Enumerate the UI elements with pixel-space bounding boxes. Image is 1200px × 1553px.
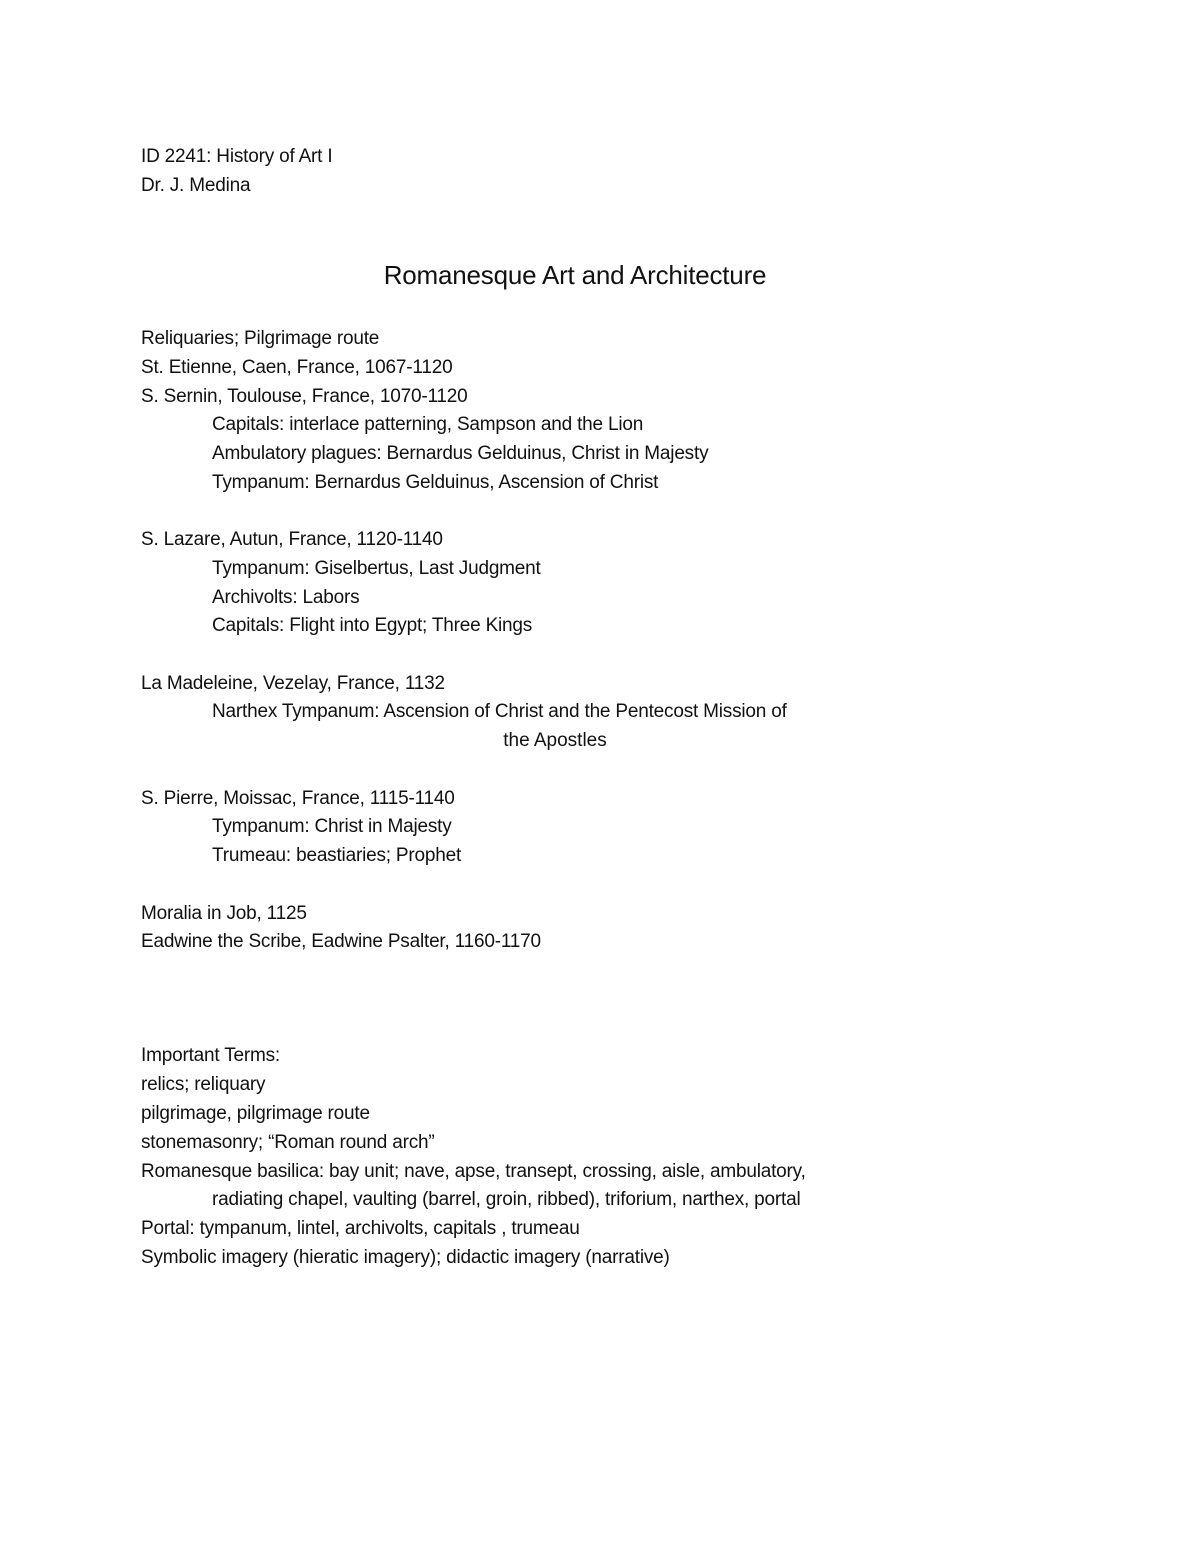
term-line: Symbolic imagery (hieratic imagery); didactic imagery (narrative) (141, 1247, 670, 1268)
term-line: pilgrimage, pilgrimage route (141, 1103, 370, 1124)
term-line: Romanesque basilica: bay unit; nave, apse, transept, crossing, aisle, ambulatory, (141, 1161, 806, 1182)
work-line: La Madeleine, Vezelay, France, 1132 (141, 673, 445, 694)
work-subline: Tympanum: Giselbertus, Last Judgment (212, 558, 541, 579)
term-line-continuation: radiating chapel, vaulting (barrel, groin, ribbed), triforium, narthex, portal (212, 1189, 801, 1210)
work-subline: Narthex Tympanum: Ascension of Christ and the Pentecost Mission of (212, 701, 787, 722)
work-subline: Capitals: Flight into Egypt; Three Kings (212, 615, 533, 636)
work-subline: Capitals: interlace patterning, Sampson and the Lion (212, 414, 644, 435)
work-line: Eadwine the Scribe, Eadwine Psalter, 1160-1170 (141, 931, 541, 952)
work-line: Moralia in Job, 1125 (141, 903, 307, 924)
term-line: relics; reliquary (141, 1074, 266, 1095)
work-subline: Tympanum: Bernardus Gelduinus, Ascension of Christ (212, 472, 659, 493)
work-line: S. Sernin, Toulouse, France, 1070-1120 (141, 386, 468, 407)
course-title: ID 2241: History of Art I (141, 146, 333, 167)
terms-heading: Important Terms: (141, 1045, 280, 1066)
work-line: St. Etienne, Caen, France, 1067-1120 (141, 357, 453, 378)
work-line: S. Pierre, Moissac, France, 1115-1140 (141, 788, 455, 809)
work-subline-continuation: the Apostles (503, 730, 607, 751)
work-subline: Trumeau: beastiaries; Prophet (212, 845, 462, 866)
work-subline: Archivolts: Labors (212, 587, 360, 608)
work-line: Reliquaries; Pilgrimage route (141, 328, 380, 349)
term-line: stonemasonry; “Roman round arch” (141, 1132, 435, 1153)
term-line: Portal: tympanum, lintel, archivolts, capitals , trumeau (141, 1218, 580, 1239)
work-line: S. Lazare, Autun, France, 1120-1140 (141, 529, 443, 550)
instructor-name: Dr. J. Medina (141, 175, 251, 196)
work-subline: Tympanum: Christ in Majesty (212, 816, 452, 837)
document-title: Romanesque Art and Architecture (383, 260, 767, 290)
work-subline: Ambulatory plagues: Bernardus Gelduinus, Christ in Majesty (212, 443, 709, 464)
